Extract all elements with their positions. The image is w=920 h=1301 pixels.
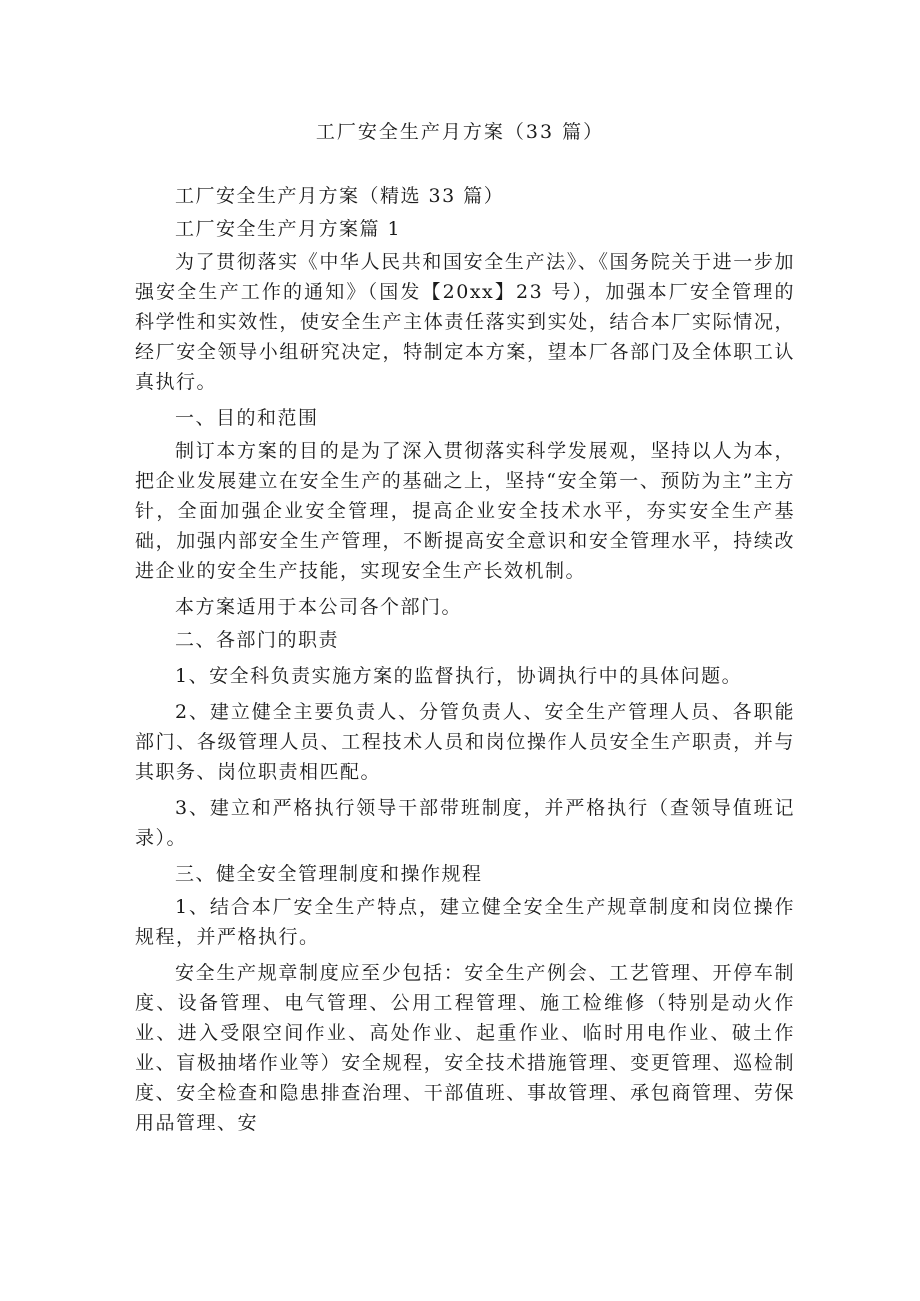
heading-department-duties: 二、各部门的职责 [175, 629, 340, 651]
document-body [135, 181, 795, 1138]
rules-detail-paragraph: 安全生产规章制度应至少包括：安全生产例会、工艺管理、开停车制度、设备管理、电气管理、公用工程管理、施工检维修（特别是动火作业、进入受限空间作业、高处作业、起重作业、临时用电作业、破土作业、盲极抽堵作业等）安全规程，安全技术措施管理、变更管理、巡检制度、安全检查和隐患排查治理、干部值班、事故管理、承包商管理、劳保用品管理、安 [135, 962, 795, 1134]
heading-purpose-scope: 一、目的和范围 [175, 407, 319, 429]
intro-paragraph: 为了贯彻落实《中华人民共和国安全生产法》、《国务院关于进一步加强安全生产工作的通知》（国发【20xx】23 号），加强本厂安全管理的科学性和实效性，使安全生产主体责任落实到实处，结合本厂实际情况，经厂安全领导小组研究决定，特制定本方案，望本厂各部门及全体职工认真执行。 [135, 251, 795, 393]
duty-item-2: 2、建立健全主要负责人、分管负责人、安全生产管理人员、各职能部门、各级管理人员、工程技术人员和岗位操作人员安全生产职责，并与其职务、岗位职责相匹配。 [135, 701, 795, 783]
document-title: 工厂安全生产月方案（33 篇） [315, 121, 605, 143]
section-heading-part-1: 工厂安全生产月方案篇 1 [175, 218, 402, 240]
duty-item-1: 1、安全科负责实施方案的监督执行，协调执行中的具体问题。 [175, 665, 743, 687]
purpose-paragraph: 制订本方案的目的是为了深入贯彻落实科学发展观，坚持以人为本，把企业发展建立在安全生产的基础之上，坚持“安全第一、预防为主”主方针，全面加强企业安全管理，提高企业安全技术水平，夯实安全生产基础，加强内部安全生产管理，不断提高安全意识和安全管理水平，持续改进企业的安全生产技能，实现安全生产长效机制。 [135, 440, 795, 582]
heading-safety-rules: 三、健全安全管理制度和操作规程 [175, 863, 483, 885]
subtitle-paragraph: 工厂安全生产月方案（精选 33 篇） [175, 185, 505, 207]
scope-paragraph: 本方案适用于本公司各个部门。 [175, 596, 463, 618]
duty-item-3: 3、建立和严格执行领导干部带班制度，并严格执行（查领导值班记录）。 [135, 797, 795, 849]
rules-item-1: 1、结合本厂安全生产特点，建立健全安全生产规章制度和岗位操作规程，并严格执行。 [135, 896, 795, 948]
